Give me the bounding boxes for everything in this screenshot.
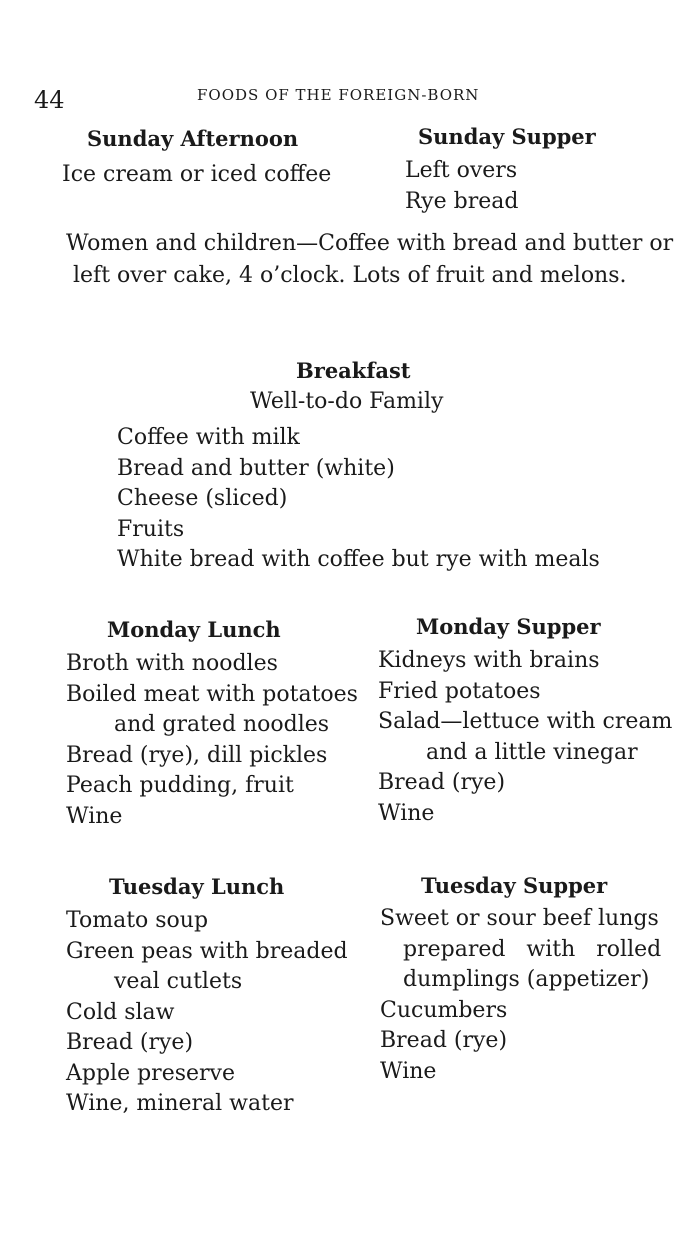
tuesday-lunch-list	[66, 906, 348, 1120]
list-item: Fried potatoes	[378, 678, 541, 704]
list-item: Cheese (sliced)	[117, 486, 288, 511]
list-item: Tomato soup	[66, 908, 209, 933]
list-item: Wine, mineral water	[66, 1091, 294, 1116]
list-item: Sweet or sour beef lungs	[380, 906, 659, 931]
list-item: Kidneys with brains	[378, 648, 600, 673]
list-item: Bread (rye), dill pickles	[66, 742, 328, 768]
sunday-supper-heading: Sunday Supper	[418, 124, 596, 149]
list-item: Broth with noodles	[66, 651, 278, 676]
sunday-afternoon-heading: Sunday Afternoon	[87, 126, 299, 151]
monday-lunch-list	[66, 649, 358, 832]
breakfast-heading: Breakfast	[296, 358, 411, 383]
list-item: Wine	[378, 800, 435, 826]
list-item: dumplings (appetizer)	[403, 967, 650, 992]
list-item: Bread (rye)	[380, 1028, 508, 1053]
tuesday-supper-list	[380, 904, 661, 1087]
list-item: Cold slaw	[66, 999, 175, 1025]
breakfast-list	[117, 423, 600, 576]
monday-supper-list	[378, 646, 672, 829]
women-note-line-2: left over cake, 4 o’clock. Lots of fruit and melons.	[73, 263, 627, 288]
list-item: veal cutlets	[114, 969, 243, 994]
list-item: Green peas with breaded	[66, 938, 348, 964]
sunday-supper-list	[405, 156, 518, 217]
list-item: Cucumbers	[380, 997, 508, 1023]
list-item: Left overs	[405, 158, 518, 183]
list-item: Bread (rye)	[378, 770, 506, 795]
monday-lunch-heading: Monday Lunch	[107, 617, 281, 642]
breakfast-subheading: Well-to-do Family	[250, 389, 444, 414]
women-note-line-1: Women and children—Coffee with bread and butter or	[66, 231, 674, 256]
list-item: Coffee with milk	[117, 425, 300, 450]
tuesday-lunch-heading: Tuesday Lunch	[109, 874, 285, 899]
list-item: Peach pudding, fruit	[66, 773, 294, 798]
list-item: Wine	[66, 803, 123, 829]
sunday-afternoon-item: Ice cream or iced coffee	[62, 162, 332, 187]
list-item: White bread with coffee but rye with meals	[117, 547, 600, 572]
running-head: FOODS OF THE FOREIGN-BORN	[197, 86, 480, 104]
list-item: Rye bread	[405, 188, 519, 214]
list-item: Bread (rye)	[66, 1030, 194, 1055]
monday-supper-heading: Monday Supper	[416, 614, 601, 639]
list-item: Apple preserve	[66, 1060, 235, 1086]
list-item: and grated noodles	[114, 712, 330, 737]
page-number: 44	[34, 86, 65, 114]
list-item: prepared with rolled	[403, 936, 662, 962]
list-item: Fruits	[117, 516, 185, 542]
list-item: Salad—lettuce with cream	[378, 709, 673, 734]
list-item: Boiled meat with potatoes	[66, 681, 358, 707]
tuesday-supper-heading: Tuesday Supper	[421, 873, 608, 898]
list-item: Wine	[380, 1058, 437, 1084]
list-item: and a little vinegar	[426, 739, 638, 765]
list-item: Bread and butter (white)	[117, 455, 395, 481]
